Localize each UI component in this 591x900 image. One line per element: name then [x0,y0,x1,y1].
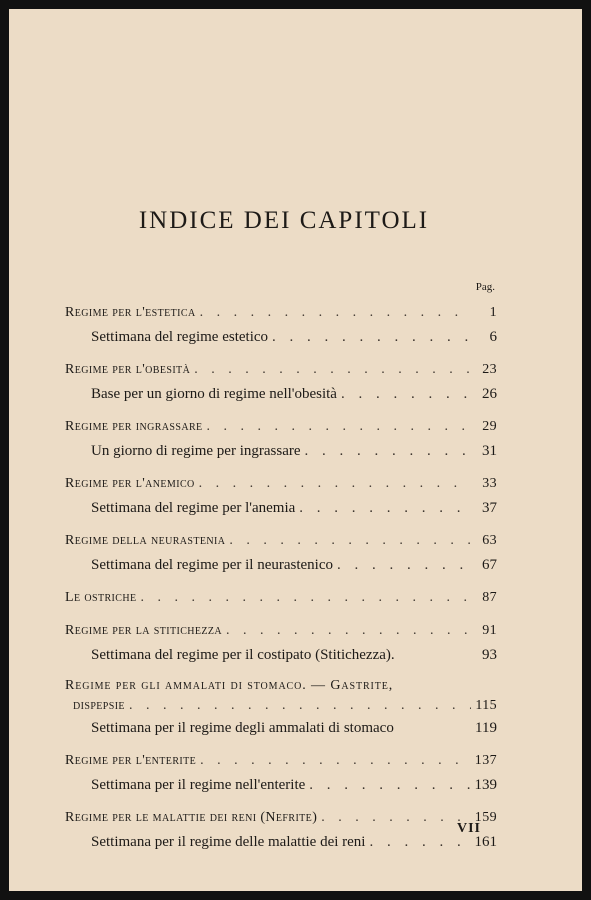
toc-entry-page: 23 [482,362,497,377]
leader-dots [229,529,471,553]
toc-entry-title: Regime per l'estetica [65,305,196,320]
toc-entry-page: 1 [489,305,497,320]
toc-entry [65,415,497,439]
toc-entry-title: Regime per la stitichezza [65,623,223,638]
leader-dots [272,325,471,349]
leader-dots [199,472,471,496]
toc-entry [65,472,497,496]
toc-entry [65,586,497,610]
toc-entry-page: 159 [474,810,497,825]
toc-entry-page: 87 [482,590,497,605]
book-page [9,9,582,891]
toc-entry-continuation [65,696,497,716]
toc-entry-page: 161 [474,834,497,850]
toc-entry-title: Settimana per il regime delle malattie dei reni [91,834,366,850]
toc-subentry [65,382,497,406]
toc-entry [65,619,497,643]
toc-entry-page: 31 [482,443,497,459]
toc-entry [65,529,497,553]
page-column-header: Pag. [475,281,495,293]
leader-dots [305,439,471,463]
leader-dots [299,496,471,520]
toc-entry-page: 37 [482,500,497,516]
toc-entry-title: Settimana per il regime nell'enterite [91,777,306,793]
toc-entry-title: Regime per l'enterite [65,753,197,768]
toc-entry-title: Regime della neurastenia [65,533,226,548]
toc-subentry [65,496,497,520]
toc-entry [65,806,497,830]
toc-entry-title: Regime per le malattie dei reni (Nefrite) [65,810,318,825]
toc-entry-title: Regime per l'anemico [65,476,195,491]
leader-dots [369,830,470,854]
toc-entry-title: Settimana del regime estetico [91,329,269,345]
toc-subentry [65,439,497,463]
leader-dots [341,382,471,406]
toc-entry-title: Regime per gli ammalati di stomaco. — Gastrite, [65,678,394,693]
toc-entry-title: Settimana per il regime degli ammalati di stomaco [91,720,394,736]
toc-entry [65,301,497,325]
leader-dots [200,749,471,773]
toc-entry-title: Settimana del regime per il neurastenico [91,557,333,573]
toc-entry-title: dispepsie [73,698,125,713]
toc-subentry [65,716,497,740]
toc-entry-page: 115 [475,698,497,713]
leader-dots [309,773,470,797]
leader-dots [200,301,471,325]
toc-entry-page: 67 [482,557,497,573]
toc-entry-page: 93 [482,647,497,663]
toc-entry-title: Settimana del regime per l'anemia [91,500,296,516]
toc-entry-page: 33 [482,476,497,491]
toc-entry [65,676,497,696]
toc-entry-page: 139 [474,777,497,793]
toc-entry-page: 29 [482,419,497,434]
toc-entry-title: Settimana del regime per il costipato (Stitichezza). [91,647,395,663]
toc-entry-page: 63 [482,533,497,548]
toc-entry-title: Regime per l'obesità [65,362,191,377]
toc-subentry [65,773,497,797]
leader-dots [226,619,471,643]
table-of-contents [65,301,497,854]
toc-entry-title: Le ostriche [65,590,137,605]
toc-entry [65,358,497,382]
leader-dots [321,806,471,830]
toc-entry-title: Regime per ingrassare [65,419,203,434]
toc-entry-page: 26 [482,386,497,402]
toc-entry-page: 6 [489,329,497,345]
toc-entry-title: Un giorno di regime per ingrassare [91,443,301,459]
toc-entry-title: Base per un giorno di regime nell'obesità [91,386,337,402]
toc-subentry [65,643,497,667]
leader-dots [207,415,471,439]
leader-dots [140,586,471,610]
leader-dots [129,696,471,716]
toc-subentry [65,325,497,349]
page-number: VII [457,821,482,836]
leader-dots [194,358,471,382]
leader-dots [337,553,471,577]
toc-entry-page: 91 [482,623,497,638]
page-title: INDICE DEI CAPITOLI [138,207,430,234]
toc-subentry [65,830,497,854]
toc-entry [65,749,497,773]
toc-entry-page: 137 [474,753,497,768]
toc-subentry [65,553,497,577]
toc-entry-page: 119 [475,720,497,736]
